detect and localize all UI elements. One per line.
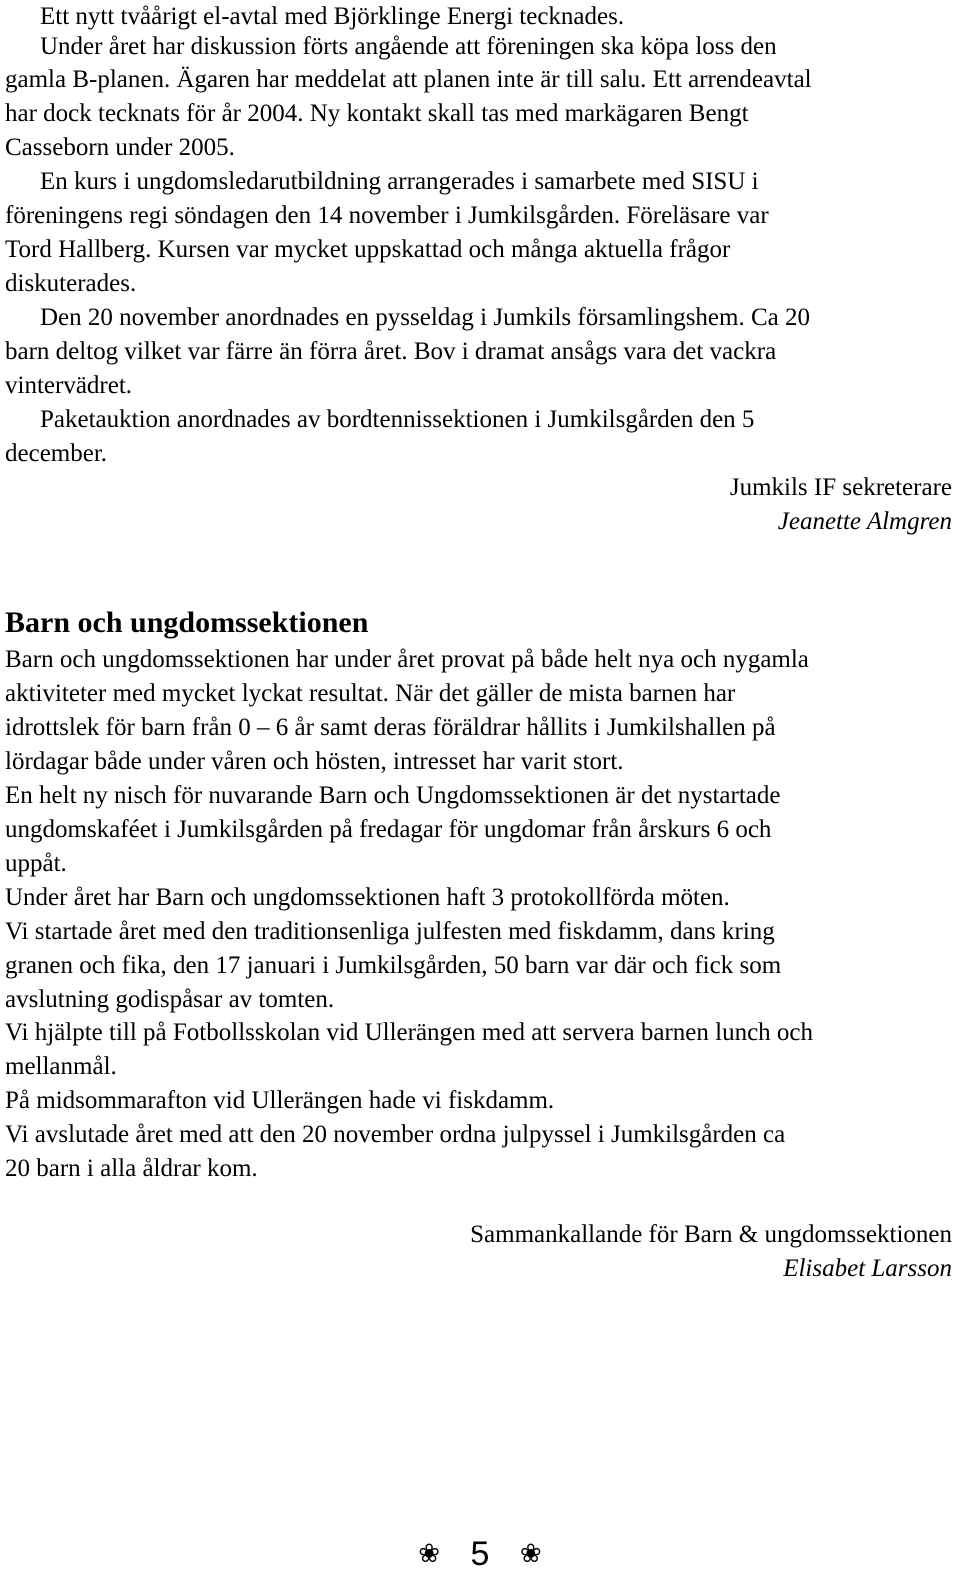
body-text-line: gamla B-planen. Ägaren har meddelat att planen inte är till salu. Ett arrendeavtal xyxy=(5,66,812,93)
body-text-line: lördagar både under våren och hösten, intresset har varit stort. xyxy=(5,748,624,775)
body-text-line: Paketauktion anordnades av bordtennissektionen i Jumkilsgården den 5 xyxy=(40,406,755,433)
body-text-line: vintervädret. xyxy=(5,372,133,399)
floral-heart-icon: ❀ xyxy=(519,1539,542,1569)
body-text-line: Vi hjälpte till på Fotbollsskolan vid Ullerängen med att servera barnen lunch och xyxy=(5,1019,814,1046)
body-text-line: Tord Hallberg. Kursen var mycket uppskattad och många aktuella frågor xyxy=(5,236,731,263)
body-text-line: 20 barn i alla åldrar kom. xyxy=(5,1155,258,1182)
signature-title: Sammankallande för Barn & ungdomssektionen xyxy=(470,1221,952,1248)
body-text-line: granen och fika, den 17 januari i Jumkilsgården, 50 barn var där och fick som xyxy=(5,952,782,979)
body-text-line: uppåt. xyxy=(5,850,67,877)
body-text-line: december. xyxy=(5,440,108,467)
body-text-line: Under året har diskussion förts angående att föreningen ska köpa loss den xyxy=(40,33,777,60)
body-text-line: föreningens regi söndagen den 14 november i Jumkilsgården. Föreläsare var xyxy=(5,202,769,229)
body-text-line: Vi avslutade året med att den 20 november ordna julpyssel i Jumkilsgården ca xyxy=(5,1121,786,1148)
body-text-line: Den 20 november anordnades en pysseldag i Jumkils församlingshem. Ca 20 xyxy=(40,304,810,331)
signature-name: Jeanette Almgren xyxy=(777,508,952,535)
body-text-line: avslutning godispåsar av tomten. xyxy=(5,986,335,1013)
page-number: 5 xyxy=(470,1535,490,1573)
body-text-line: Vi startade året med den traditionsenliga julfesten med fiskdamm, dans kring xyxy=(5,918,775,945)
body-text-line: barn deltog vilket var färre än förra året. Bov i dramat ansågs vara det vackra xyxy=(5,338,777,365)
body-text-line: har dock tecknats för år 2004. Ny kontakt skall tas med markägaren Bengt xyxy=(5,100,749,127)
body-text-line: diskuterades. xyxy=(5,270,137,297)
body-text-line: ungdomskaféet i Jumkilsgården på fredagar för ungdomar från årskurs 6 och xyxy=(5,816,772,843)
body-text-line: Casseborn under 2005. xyxy=(5,134,235,161)
page-footer xyxy=(0,1536,960,1576)
body-text-line: Ett nytt tvåårigt el-avtal med Björklinge Energi tecknades. xyxy=(40,3,625,30)
body-text-line: mellanmål. xyxy=(5,1053,117,1080)
body-text-line: Under året har Barn och ungdomssektionen haft 3 protokollförda möten. xyxy=(5,884,730,911)
body-text-line: idrottslek för barn från 0 – 6 år samt deras föräldrar hållits i Jumkilshallen på xyxy=(5,714,776,741)
floral-heart-icon: ❀ xyxy=(418,1539,441,1569)
body-text-line: En helt ny nisch för nuvarande Barn och Ungdomssektionen är det nystartade xyxy=(5,782,781,809)
body-text-line: En kurs i ungdomsledarutbildning arrangerades i samarbete med SISU i xyxy=(40,168,759,195)
signature-title: Jumkils IF sekreterare xyxy=(729,474,952,501)
body-text-line: aktiviteter med mycket lyckat resultat. När det gäller de mista barnen har xyxy=(5,680,736,707)
signature-name: Elisabet Larsson xyxy=(783,1255,952,1282)
body-text-line: På midsommarafton vid Ullerängen hade vi fiskdamm. xyxy=(5,1087,555,1114)
section-heading: Barn och ungdomssektionen xyxy=(5,606,369,639)
body-text-line: Barn och ungdomssektionen har under året provat på både helt nya och nygamla xyxy=(5,646,809,673)
